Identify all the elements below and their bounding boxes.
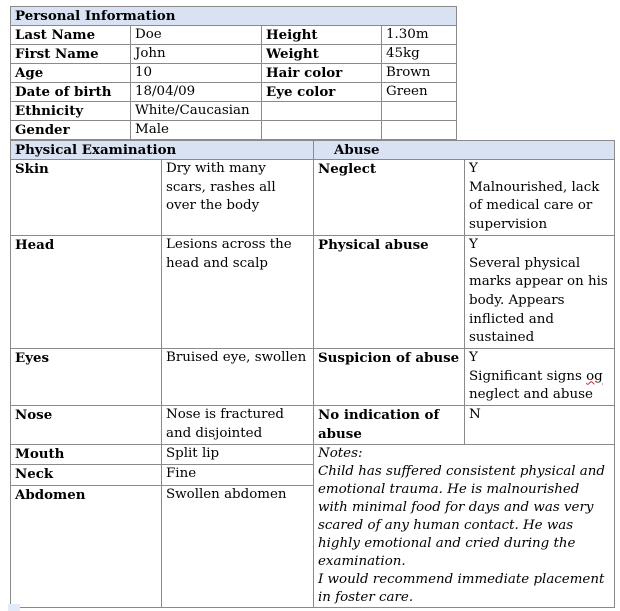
no-indication-of-abuse-value: N: [465, 406, 615, 444]
abdomen-value: Swollen abdomen: [162, 485, 314, 607]
physical-abuse-flag: Y: [469, 236, 478, 252]
no-indication-of-abuse-label: No indication of abuse: [314, 406, 465, 444]
ethnicity-label: Ethnicity: [11, 102, 131, 121]
mouth-value: Split lip: [162, 444, 314, 465]
ethnicity-value: White/Caucasian: [131, 102, 262, 121]
mouth-label: Mouth: [11, 444, 162, 465]
abuse-header: Abuse: [314, 141, 615, 160]
physical-abuse-label: Physical abuse: [314, 235, 465, 348]
skin-value: Dry with many scars, rashes all over the body: [162, 160, 314, 236]
neck-value: Fine: [162, 465, 314, 486]
age-label: Age: [11, 64, 131, 83]
first-name-value: John: [131, 45, 262, 64]
suspicion-of-abuse-text: [469, 368, 610, 405]
empty-cell: [262, 121, 382, 140]
suspicion-text-part: neglect and abuse: [469, 387, 593, 403]
age-value: 10: [131, 64, 262, 83]
physical-abuse-text: Several physical marks appear on his body. Appears inflicted and sustained: [469, 255, 608, 346]
physical-examination-table: [10, 140, 615, 608]
neglect-value: [465, 160, 615, 236]
empty-cell: [382, 102, 457, 121]
suspicion-text-part: Significant signs: [469, 368, 587, 384]
suspicion-of-abuse-label: Suspicion of abuse: [314, 349, 465, 406]
head-value: Lesions across the head and scalp: [162, 235, 314, 348]
personal-information-header: Personal Information: [11, 7, 457, 26]
weight-value: 45kg: [382, 45, 457, 64]
hair-color-label: Hair color: [262, 64, 382, 83]
neglect-flag: Y: [469, 161, 478, 176]
last-name-label: Last Name: [11, 26, 131, 45]
first-name-label: First Name: [11, 45, 131, 64]
gender-value: Male: [131, 121, 262, 140]
head-label: Head: [11, 235, 162, 348]
notes-text: Child has suffered consistent physical and emotional trauma. He is malnourished with minimal food for days and was very scared of any human contact. He was highly emotional and cried during the examination.: [318, 463, 605, 569]
last-name-value: Doe: [131, 26, 262, 45]
gender-label: Gender: [11, 121, 131, 140]
eye-color-value: Green: [382, 83, 457, 102]
date-of-birth-value: 18/04/09: [131, 83, 262, 102]
height-label: Height: [262, 26, 382, 45]
height-value: 1.30m: [382, 26, 457, 45]
empty-cell: [382, 121, 457, 140]
eyes-label: Eyes: [11, 349, 162, 406]
notes-cell: [314, 444, 615, 607]
eyes-value: Bruised eye, swollen: [162, 349, 314, 406]
nose-value: Nose is fractured and disjointed: [162, 406, 314, 444]
misspelled-word: og: [586, 368, 603, 384]
neglect-label: Neglect: [314, 160, 465, 236]
suspicion-of-abuse-flag: Y: [469, 350, 478, 366]
empty-cell: [262, 102, 382, 121]
notes-label: Notes:: [318, 445, 363, 461]
neck-label: Neck: [11, 465, 162, 486]
page-corner-mark: [8, 604, 20, 611]
hair-color-value: Brown: [382, 64, 457, 83]
weight-label: Weight: [262, 45, 382, 64]
date-of-birth-label: Date of birth: [11, 83, 131, 102]
physical-examination-header: Physical Examination: [11, 141, 314, 160]
notes-recommendation: I would recommend immediate placement in foster care.: [318, 571, 605, 605]
skin-label: Skin: [11, 160, 162, 236]
suspicion-of-abuse-value: [465, 349, 615, 406]
eye-color-label: Eye color: [262, 83, 382, 102]
personal-information-table: [10, 6, 457, 140]
nose-label: Nose: [11, 406, 162, 444]
neglect-text: Malnourished, lack of medical care or supervision: [469, 179, 600, 233]
abdomen-label: Abdomen: [11, 485, 162, 607]
physical-abuse-value: [465, 235, 615, 348]
